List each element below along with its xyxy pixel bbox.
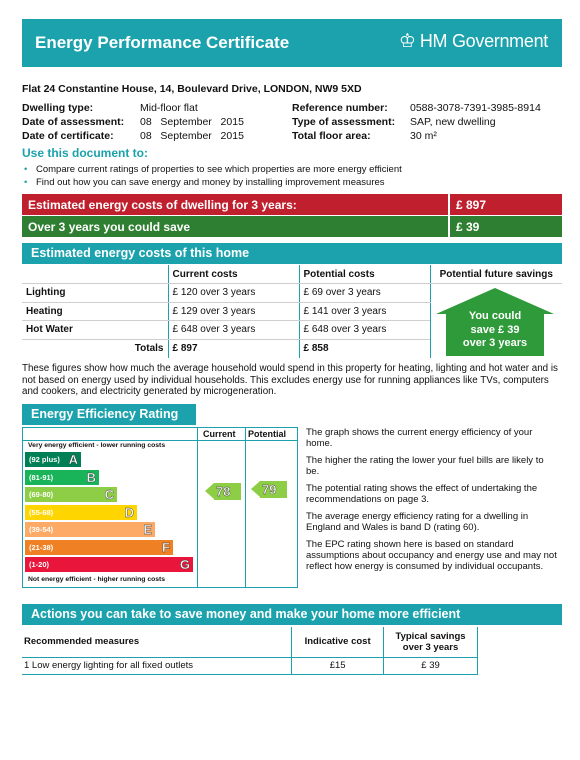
table-row	[22, 657, 478, 674]
band-letter: E	[143, 522, 152, 537]
rating-band-f	[25, 540, 173, 555]
page-title: Energy Performance Certificate	[35, 33, 290, 52]
savings-line: You could	[468, 310, 522, 322]
floor-area-label: Total floor area:	[292, 130, 371, 142]
band-range: (21-38)	[29, 542, 54, 552]
could-save-value: £ 39	[448, 216, 562, 237]
band-range: (1-20)	[29, 560, 50, 569]
reference-label: Reference number:	[292, 102, 388, 114]
could-save-label: Over 3 years you could save	[28, 220, 191, 234]
band-range: (92 plus)	[29, 455, 60, 464]
estimated-cost-bar	[22, 194, 562, 215]
actions-table	[22, 627, 478, 675]
epc-header	[22, 19, 562, 67]
reference-value: 0588-3078-7391-3985-8914	[410, 102, 541, 114]
measure-savings: £ 39	[384, 657, 478, 674]
current-label: Current	[203, 429, 236, 439]
band-letter: B	[86, 469, 96, 485]
property-address: Flat 24 Constantine House, 14, Boulevard Drive, LONDON, NW9 5XD	[22, 83, 362, 95]
date-certificate-label: Date of certificate:	[22, 130, 114, 142]
bottom-caption: Not energy efficient - higher running costs	[28, 576, 166, 583]
dwelling-type-value: Mid-floor flat	[140, 102, 198, 114]
totals-potential: £ 858	[299, 339, 430, 358]
band-letter: C	[104, 487, 114, 502]
date-assessment-value: 08 September 2015	[140, 116, 244, 128]
gov-text: HM Government	[419, 31, 548, 51]
rating-paragraph: The higher the rating the lower your fuel bills are likely to be.	[306, 455, 544, 477]
row-name: Heating	[22, 302, 168, 321]
current-rating-arrow	[205, 483, 241, 500]
estimated-cost-label: Estimated energy costs of dwelling for 3 years:	[28, 198, 297, 212]
totals-current: £ 897	[168, 339, 299, 358]
rating-band-e	[25, 522, 155, 537]
header-cell	[22, 265, 168, 284]
totals-label: Totals	[134, 343, 164, 354]
row-potential: £ 648 over 3 years	[299, 321, 430, 340]
header-indicative-cost: Indicative cost	[292, 627, 384, 657]
potential-label: Potential	[248, 429, 287, 439]
crown-crest-icon: ♔	[398, 31, 416, 52]
savings-text	[436, 310, 554, 351]
floor-area-value: 30 m²	[410, 130, 437, 142]
table-header-row	[22, 627, 478, 657]
header-potential-costs: Potential costs	[299, 265, 430, 284]
rating-explanation	[306, 427, 558, 578]
type-assessment-label: Type of assessment:	[292, 116, 396, 128]
savings-house-icon	[436, 288, 554, 356]
table-header-row	[22, 265, 562, 284]
header-future-savings: Potential future savings	[430, 265, 562, 284]
potential-rating-arrow	[251, 481, 287, 498]
use-document-title: Use this document to:	[22, 146, 149, 160]
row-name: Hot Water	[22, 321, 168, 340]
bullet-item: • Compare current ratings of properties to see which properties are more energy efficient	[24, 163, 402, 176]
measure-name: 1 Low energy lighting for all fixed outlets	[22, 657, 292, 674]
band-letter: A	[68, 452, 78, 467]
date-assessment-label: Date of assessment:	[22, 116, 125, 128]
type-assessment-value: SAP, new dwelling	[410, 116, 496, 128]
rating-band-d	[25, 505, 137, 520]
use-bullets	[24, 163, 402, 189]
potential-rating-value: 79	[260, 481, 287, 498]
measure-cost: £15	[292, 657, 384, 674]
header-typical-savings: Typical savings over 3 years	[384, 627, 478, 657]
top-caption: Very energy efficient - lower running costs	[28, 442, 166, 449]
savings-line: save £ 39	[470, 323, 520, 336]
band-range: (39-54)	[29, 525, 54, 534]
band-range: (69-80)	[29, 490, 54, 499]
dwelling-type-label: Dwelling type:	[22, 102, 94, 114]
savings-line: over 3 years	[462, 337, 528, 349]
header-measures: Recommended measures	[22, 627, 292, 657]
band-range: (55-68)	[29, 507, 54, 517]
row-potential: £ 141 over 3 years	[299, 302, 430, 321]
date-certificate-value: 08 September 2015	[140, 130, 244, 142]
rating-paragraph: The potential rating shows the effect of undertaking the recommendations on page 3.	[306, 483, 538, 505]
current-rating-value: 78	[214, 483, 241, 500]
row-current: £ 120 over 3 years	[168, 284, 299, 303]
estimated-cost-value: £ 897	[448, 194, 562, 215]
efficiency-rating-chart	[22, 427, 298, 588]
header-current-costs: Current costs	[168, 265, 299, 284]
band-range: (81-91)	[29, 472, 54, 482]
rating-band-a	[25, 452, 81, 467]
rating-paragraph: The graph shows the current energy efficiency of your home.	[306, 427, 533, 449]
row-potential: £ 69 over 3 years	[299, 284, 430, 303]
row-current: £ 648 over 3 years	[168, 321, 299, 340]
costs-note: These figures show how much the average household would spend in this property for heating, lighting and hot water and is not based on energy used by individual households. This excludes energy use for running appliances like TVs, computers and cookers, and electricity generated by microgeneration.	[22, 363, 558, 397]
could-save-bar	[22, 216, 562, 237]
hm-government-logo	[399, 31, 548, 52]
band-letter: G	[179, 557, 190, 572]
rating-band-g	[25, 557, 193, 572]
rating-band-b	[25, 470, 99, 485]
rating-paragraph: The average energy efficiency rating for a dwelling in England and Wales is band D (rating 60).	[306, 511, 529, 533]
row-name: Lighting	[22, 284, 168, 303]
rating-section-title: Energy Efficiency Rating	[22, 404, 196, 425]
bullet-item: • Find out how you can save energy and money by installing improvement measures	[24, 176, 402, 189]
actions-section-title: Actions you can take to save money and make your home more efficient	[22, 604, 562, 625]
band-letter: F	[162, 539, 170, 555]
band-letter: D	[124, 504, 134, 520]
costs-section-title: Estimated energy costs of this home	[22, 243, 562, 264]
rating-paragraph: The EPC rating shown here is based on standard assumptions about occupancy and energy use and may not reflect how energy is consumed by individual occupants.	[306, 539, 557, 572]
rating-band-c	[25, 487, 117, 502]
row-current: £ 129 over 3 years	[168, 302, 299, 321]
